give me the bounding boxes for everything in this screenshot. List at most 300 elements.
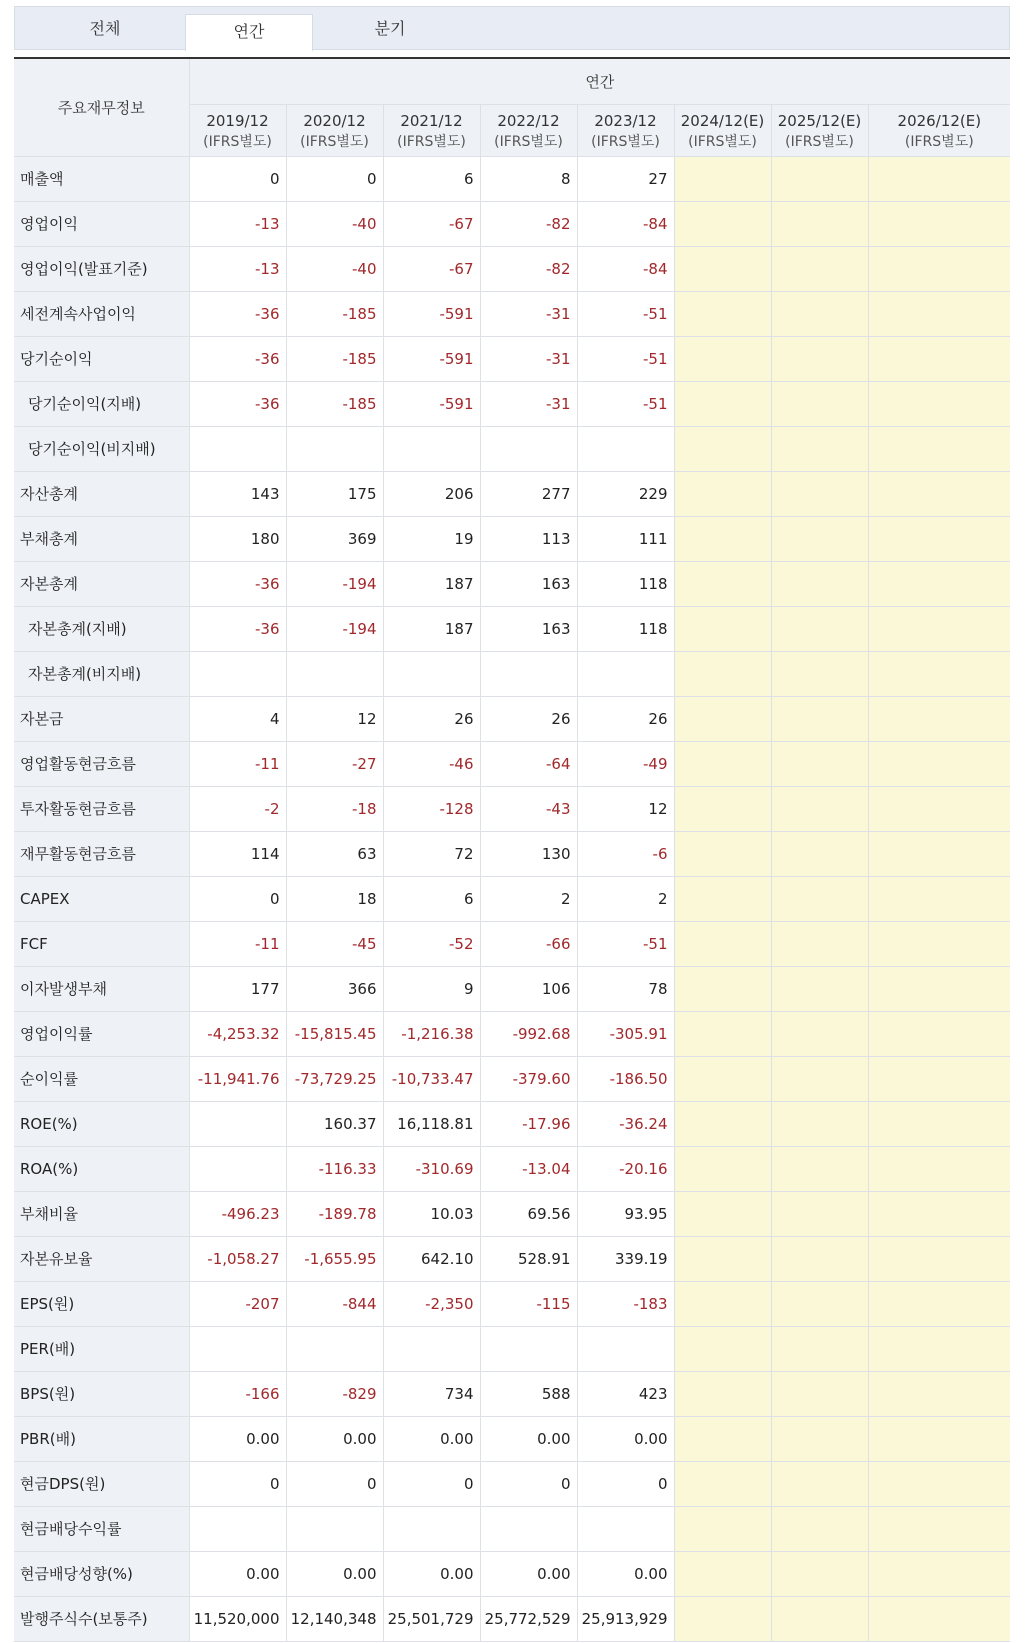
table-cell bbox=[771, 831, 868, 876]
table-cell bbox=[868, 426, 1010, 471]
table-cell: -67 bbox=[383, 201, 480, 246]
table-cell bbox=[674, 831, 771, 876]
table-row bbox=[14, 831, 1010, 876]
row-label: 영업이익(발표기준) bbox=[14, 246, 189, 291]
table-cell bbox=[189, 1506, 286, 1551]
row-label: 자본총계(지배) bbox=[14, 606, 189, 651]
header-year-2 bbox=[383, 104, 480, 156]
table-cell: -51 bbox=[577, 336, 674, 381]
row-label: 당기순이익 bbox=[14, 336, 189, 381]
table-cell: 187 bbox=[383, 606, 480, 651]
table-cell bbox=[577, 426, 674, 471]
header-year-date: 2026/12(E) bbox=[897, 112, 982, 130]
table-cell: -11,941.76 bbox=[189, 1056, 286, 1101]
table-cell: 118 bbox=[577, 606, 674, 651]
table-cell: -185 bbox=[286, 336, 383, 381]
row-label: 자본금 bbox=[14, 696, 189, 741]
header-year-basis: (IFRS별도) bbox=[785, 134, 854, 150]
table-cell bbox=[868, 741, 1010, 786]
table-cell bbox=[868, 921, 1010, 966]
table-cell: -1,216.38 bbox=[383, 1011, 480, 1056]
table-cell: -40 bbox=[286, 246, 383, 291]
table-cell bbox=[674, 1281, 771, 1326]
table-cell: 6 bbox=[383, 876, 480, 921]
header-year-basis: (IFRS별도) bbox=[688, 134, 757, 150]
table-cell bbox=[674, 606, 771, 651]
table-cell: 0.00 bbox=[480, 1416, 577, 1461]
table-cell: 163 bbox=[480, 606, 577, 651]
table-cell bbox=[868, 516, 1010, 561]
table-cell bbox=[868, 561, 1010, 606]
row-label: 자본유보율 bbox=[14, 1236, 189, 1281]
header-year-1 bbox=[286, 104, 383, 156]
table-cell bbox=[771, 1461, 868, 1506]
table-cell bbox=[480, 426, 577, 471]
table-cell bbox=[286, 651, 383, 696]
table-cell bbox=[771, 246, 868, 291]
table-cell: -82 bbox=[480, 201, 577, 246]
table-cell: 0 bbox=[189, 1461, 286, 1506]
table-cell bbox=[868, 876, 1010, 921]
header-year-basis: (IFRS별도) bbox=[203, 134, 272, 150]
table-cell bbox=[771, 1056, 868, 1101]
row-label: CAPEX bbox=[14, 876, 189, 921]
table-cell: 277 bbox=[480, 471, 577, 516]
table-cell bbox=[868, 201, 1010, 246]
row-label: 현금배당수익률 bbox=[14, 1506, 189, 1551]
table-cell: 72 bbox=[383, 831, 480, 876]
table-cell: 642.10 bbox=[383, 1236, 480, 1281]
table-cell: 10.03 bbox=[383, 1191, 480, 1236]
table-row bbox=[14, 1281, 1010, 1326]
table-cell: -591 bbox=[383, 336, 480, 381]
table-cell: -207 bbox=[189, 1281, 286, 1326]
table-row bbox=[14, 516, 1010, 561]
table-cell: -49 bbox=[577, 741, 674, 786]
row-label: FCF bbox=[14, 921, 189, 966]
table-cell bbox=[480, 1506, 577, 1551]
table-cell bbox=[286, 1506, 383, 1551]
table-row bbox=[14, 876, 1010, 921]
table-cell bbox=[674, 516, 771, 561]
table-row bbox=[14, 1011, 1010, 1056]
table-cell: -4,253.32 bbox=[189, 1011, 286, 1056]
row-label: 영업이익률 bbox=[14, 1011, 189, 1056]
table-cell: -10,733.47 bbox=[383, 1056, 480, 1101]
table-cell bbox=[868, 1101, 1010, 1146]
table-cell bbox=[771, 381, 868, 426]
table-cell: 0.00 bbox=[189, 1551, 286, 1596]
table-cell bbox=[674, 1236, 771, 1281]
table-cell bbox=[868, 651, 1010, 696]
table-cell: -40 bbox=[286, 201, 383, 246]
table-cell: 130 bbox=[480, 831, 577, 876]
table-cell: 26 bbox=[480, 696, 577, 741]
header-year-date: 2019/12 bbox=[206, 112, 269, 130]
table-cell bbox=[868, 156, 1010, 201]
table-cell: -27 bbox=[286, 741, 383, 786]
table-cell bbox=[480, 651, 577, 696]
table-cell: 19 bbox=[383, 516, 480, 561]
table-cell bbox=[383, 426, 480, 471]
table-cell: -305.91 bbox=[577, 1011, 674, 1056]
table-cell bbox=[771, 471, 868, 516]
table-cell bbox=[674, 696, 771, 741]
table-row bbox=[14, 336, 1010, 381]
table-cell bbox=[771, 516, 868, 561]
table-cell: 528.91 bbox=[480, 1236, 577, 1281]
table-cell: -66 bbox=[480, 921, 577, 966]
table-cell: -185 bbox=[286, 381, 383, 426]
table-cell: 0.00 bbox=[189, 1416, 286, 1461]
table-cell: -310.69 bbox=[383, 1146, 480, 1191]
table-cell bbox=[480, 1326, 577, 1371]
table-cell: -2 bbox=[189, 786, 286, 831]
table-cell: 180 bbox=[189, 516, 286, 561]
row-label: PBR(배) bbox=[14, 1416, 189, 1461]
table-cell bbox=[674, 1101, 771, 1146]
table-cell: 26 bbox=[383, 696, 480, 741]
table-cell bbox=[674, 1146, 771, 1191]
table-cell bbox=[674, 876, 771, 921]
table-row bbox=[14, 381, 1010, 426]
table-cell bbox=[674, 336, 771, 381]
table-cell: -36 bbox=[189, 291, 286, 336]
table-row bbox=[14, 921, 1010, 966]
row-label: 부채총계 bbox=[14, 516, 189, 561]
table-cell bbox=[189, 1101, 286, 1146]
table-cell: -82 bbox=[480, 246, 577, 291]
table-cell: -51 bbox=[577, 921, 674, 966]
row-label: 이자발생부채 bbox=[14, 966, 189, 1011]
table-cell bbox=[771, 1506, 868, 1551]
table-cell: -194 bbox=[286, 561, 383, 606]
table-cell bbox=[674, 1506, 771, 1551]
table-cell: 12,140,348 bbox=[286, 1596, 383, 1641]
table-cell: -67 bbox=[383, 246, 480, 291]
table-cell: 0.00 bbox=[286, 1551, 383, 1596]
table-cell bbox=[577, 1506, 674, 1551]
table-cell: 69.56 bbox=[480, 1191, 577, 1236]
header-year-date: 2025/12(E) bbox=[777, 112, 862, 130]
table-row bbox=[14, 561, 1010, 606]
table-cell bbox=[674, 1191, 771, 1236]
table-cell: 106 bbox=[480, 966, 577, 1011]
header-year-5 bbox=[674, 104, 771, 156]
table-cell: 18 bbox=[286, 876, 383, 921]
table-cell: -36 bbox=[189, 336, 286, 381]
table-cell bbox=[868, 1236, 1010, 1281]
table-cell bbox=[868, 1596, 1010, 1641]
table-cell: 12 bbox=[577, 786, 674, 831]
table-cell bbox=[868, 786, 1010, 831]
table-cell bbox=[674, 1011, 771, 1056]
table-cell bbox=[674, 246, 771, 291]
table-cell bbox=[868, 381, 1010, 426]
table-cell: -379.60 bbox=[480, 1056, 577, 1101]
row-label: PER(배) bbox=[14, 1326, 189, 1371]
table-row bbox=[14, 1416, 1010, 1461]
header-year-basis: (IFRS별도) bbox=[904, 134, 974, 150]
tab-all[interactable]: 전체 bbox=[89, 19, 121, 38]
table-row bbox=[14, 201, 1010, 246]
table-cell: 0.00 bbox=[480, 1551, 577, 1596]
row-label: 자산총계 bbox=[14, 471, 189, 516]
table-cell bbox=[383, 651, 480, 696]
table-cell bbox=[674, 1596, 771, 1641]
tab-annual[interactable]: 연간 bbox=[185, 14, 313, 51]
table-cell: 0 bbox=[480, 1461, 577, 1506]
table-cell bbox=[771, 786, 868, 831]
tab-quarterly[interactable]: 분기 bbox=[374, 19, 406, 38]
table-cell bbox=[674, 1056, 771, 1101]
table-cell bbox=[771, 291, 868, 336]
table-cell: -43 bbox=[480, 786, 577, 831]
table-cell bbox=[674, 741, 771, 786]
table-cell bbox=[868, 1371, 1010, 1416]
header-year-date: 2020/12 bbox=[303, 112, 366, 130]
table-cell: 4 bbox=[189, 696, 286, 741]
table-cell: 163 bbox=[480, 561, 577, 606]
table-cell bbox=[189, 1146, 286, 1191]
table-row bbox=[14, 1461, 1010, 1506]
table-cell bbox=[771, 1551, 868, 1596]
table-cell: -115 bbox=[480, 1281, 577, 1326]
table-cell bbox=[674, 1371, 771, 1416]
table-cell bbox=[771, 1146, 868, 1191]
table-cell: 160.37 bbox=[286, 1101, 383, 1146]
table-cell: -84 bbox=[577, 201, 674, 246]
row-label: 매출액 bbox=[14, 156, 189, 201]
table-cell: 11,520,000 bbox=[189, 1596, 286, 1641]
row-label: ROE(%) bbox=[14, 1101, 189, 1146]
table-cell bbox=[868, 471, 1010, 516]
table-cell: -36.24 bbox=[577, 1101, 674, 1146]
table-row bbox=[14, 1236, 1010, 1281]
table-cell bbox=[868, 1281, 1010, 1326]
table-row bbox=[14, 741, 1010, 786]
table-cell: -13 bbox=[189, 201, 286, 246]
table-cell bbox=[868, 1191, 1010, 1236]
table-cell: 9 bbox=[383, 966, 480, 1011]
row-label: 영업활동현금흐름 bbox=[14, 741, 189, 786]
table-cell: -189.78 bbox=[286, 1191, 383, 1236]
table-cell: -84 bbox=[577, 246, 674, 291]
table-cell: -2,350 bbox=[383, 1281, 480, 1326]
table-cell: 369 bbox=[286, 516, 383, 561]
table-cell bbox=[771, 921, 868, 966]
table-cell: 78 bbox=[577, 966, 674, 1011]
table-cell: -166 bbox=[189, 1371, 286, 1416]
table-cell: 0 bbox=[286, 1461, 383, 1506]
row-label: 부채비율 bbox=[14, 1191, 189, 1236]
table-cell: 16,118.81 bbox=[383, 1101, 480, 1146]
row-label: 자본총계(비지배) bbox=[14, 651, 189, 696]
table-cell bbox=[674, 1461, 771, 1506]
table-cell bbox=[771, 1281, 868, 1326]
table-cell: -591 bbox=[383, 291, 480, 336]
row-label: 현금배당성향(%) bbox=[14, 1551, 189, 1596]
table-cell: 206 bbox=[383, 471, 480, 516]
table-cell bbox=[868, 1461, 1010, 1506]
table-cell bbox=[674, 291, 771, 336]
table-cell bbox=[674, 471, 771, 516]
table-cell: 187 bbox=[383, 561, 480, 606]
table-row bbox=[14, 786, 1010, 831]
table-cell bbox=[674, 1551, 771, 1596]
row-label: 당기순이익(비지배) bbox=[14, 426, 189, 471]
row-label: 순이익률 bbox=[14, 1056, 189, 1101]
table-cell: -36 bbox=[189, 561, 286, 606]
table-cell bbox=[771, 1596, 868, 1641]
table-row bbox=[14, 1326, 1010, 1371]
table-row bbox=[14, 1101, 1010, 1146]
table-cell bbox=[868, 966, 1010, 1011]
table-cell bbox=[674, 201, 771, 246]
table-cell: 0.00 bbox=[577, 1551, 674, 1596]
table-cell: -844 bbox=[286, 1281, 383, 1326]
table-cell: -13 bbox=[189, 246, 286, 291]
table-cell: 0 bbox=[189, 156, 286, 201]
table-cell: 118 bbox=[577, 561, 674, 606]
table-cell bbox=[771, 741, 868, 786]
table-cell: -11 bbox=[189, 921, 286, 966]
table-cell: -992.68 bbox=[480, 1011, 577, 1056]
header-year-basis: (IFRS별도) bbox=[494, 134, 563, 150]
table-cell bbox=[868, 291, 1010, 336]
table-cell: 175 bbox=[286, 471, 383, 516]
table-row bbox=[14, 1371, 1010, 1416]
table-cell bbox=[771, 1416, 868, 1461]
table-cell bbox=[868, 1416, 1010, 1461]
table-cell: -31 bbox=[480, 336, 577, 381]
table-row bbox=[14, 246, 1010, 291]
header-year-date: 2022/12 bbox=[497, 112, 560, 130]
financial-summary-table bbox=[14, 57, 1010, 1642]
table-cell bbox=[674, 1326, 771, 1371]
table-row bbox=[14, 1596, 1010, 1641]
header-year-3 bbox=[480, 104, 577, 156]
table-cell: -591 bbox=[383, 381, 480, 426]
table-cell: -20.16 bbox=[577, 1146, 674, 1191]
table-cell: -1,655.95 bbox=[286, 1236, 383, 1281]
table-cell bbox=[189, 1326, 286, 1371]
table-cell bbox=[868, 1146, 1010, 1191]
header-year-date: 2023/12 bbox=[594, 112, 657, 130]
table-cell bbox=[771, 1011, 868, 1056]
table-row bbox=[14, 291, 1010, 336]
table-cell: 113 bbox=[480, 516, 577, 561]
table-cell bbox=[771, 1236, 868, 1281]
table-cell: -64 bbox=[480, 741, 577, 786]
table-cell bbox=[771, 1101, 868, 1146]
table-cell: 111 bbox=[577, 516, 674, 561]
row-label: EPS(원) bbox=[14, 1281, 189, 1326]
table-cell: -6 bbox=[577, 831, 674, 876]
table-cell bbox=[868, 1056, 1010, 1101]
table-cell: 0.00 bbox=[383, 1551, 480, 1596]
table-cell: -128 bbox=[383, 786, 480, 831]
table-cell bbox=[674, 921, 771, 966]
table-cell: -496.23 bbox=[189, 1191, 286, 1236]
table-cell bbox=[868, 1506, 1010, 1551]
table-cell: 25,501,729 bbox=[383, 1596, 480, 1641]
table-cell: -36 bbox=[189, 606, 286, 651]
table-cell: 12 bbox=[286, 696, 383, 741]
table-cell bbox=[674, 381, 771, 426]
table-cell bbox=[868, 336, 1010, 381]
table-cell bbox=[189, 426, 286, 471]
table-row bbox=[14, 966, 1010, 1011]
row-label: 세전계속사업이익 bbox=[14, 291, 189, 336]
table-cell bbox=[674, 156, 771, 201]
table-cell: 0 bbox=[383, 1461, 480, 1506]
table-cell: 0 bbox=[189, 876, 286, 921]
period-tabs bbox=[14, 6, 1010, 50]
table-cell: -45 bbox=[286, 921, 383, 966]
table-cell bbox=[771, 156, 868, 201]
table-cell: 2 bbox=[577, 876, 674, 921]
table-cell: -1,058.27 bbox=[189, 1236, 286, 1281]
table-cell bbox=[771, 1191, 868, 1236]
table-cell bbox=[286, 426, 383, 471]
table-cell bbox=[771, 1371, 868, 1416]
table-cell bbox=[771, 966, 868, 1011]
header-period: 연간 bbox=[189, 58, 1010, 104]
table-cell bbox=[383, 1326, 480, 1371]
table-cell bbox=[771, 201, 868, 246]
table-cell bbox=[286, 1326, 383, 1371]
table-cell bbox=[868, 246, 1010, 291]
table-cell bbox=[674, 1416, 771, 1461]
header-row-label: 주요재무정보 bbox=[14, 58, 189, 156]
table-row bbox=[14, 1191, 1010, 1236]
table-cell: -13.04 bbox=[480, 1146, 577, 1191]
table-cell: -15,815.45 bbox=[286, 1011, 383, 1056]
table-row bbox=[14, 156, 1010, 201]
table-cell: 143 bbox=[189, 471, 286, 516]
table-row bbox=[14, 1551, 1010, 1596]
table-row bbox=[14, 1506, 1010, 1551]
table-cell bbox=[771, 876, 868, 921]
table-cell: -185 bbox=[286, 291, 383, 336]
table-cell: 0.00 bbox=[286, 1416, 383, 1461]
table-cell: 734 bbox=[383, 1371, 480, 1416]
table-cell: 27 bbox=[577, 156, 674, 201]
row-label: 투자활동현금흐름 bbox=[14, 786, 189, 831]
table-cell bbox=[868, 1011, 1010, 1056]
header-year-6 bbox=[771, 104, 868, 156]
table-cell: 366 bbox=[286, 966, 383, 1011]
header-year-7 bbox=[868, 104, 1010, 156]
table-cell: 177 bbox=[189, 966, 286, 1011]
table-cell bbox=[674, 561, 771, 606]
table-row bbox=[14, 1056, 1010, 1101]
table-cell: 588 bbox=[480, 1371, 577, 1416]
table-cell bbox=[771, 426, 868, 471]
header-year-basis: (IFRS별도) bbox=[300, 134, 369, 150]
table-cell: -31 bbox=[480, 381, 577, 426]
table-cell bbox=[577, 1326, 674, 1371]
table-row bbox=[14, 651, 1010, 696]
table-cell bbox=[577, 651, 674, 696]
table-row bbox=[14, 426, 1010, 471]
table-cell bbox=[771, 696, 868, 741]
table-cell bbox=[771, 651, 868, 696]
table-cell: -46 bbox=[383, 741, 480, 786]
table-cell: -183 bbox=[577, 1281, 674, 1326]
table-cell: -36 bbox=[189, 381, 286, 426]
